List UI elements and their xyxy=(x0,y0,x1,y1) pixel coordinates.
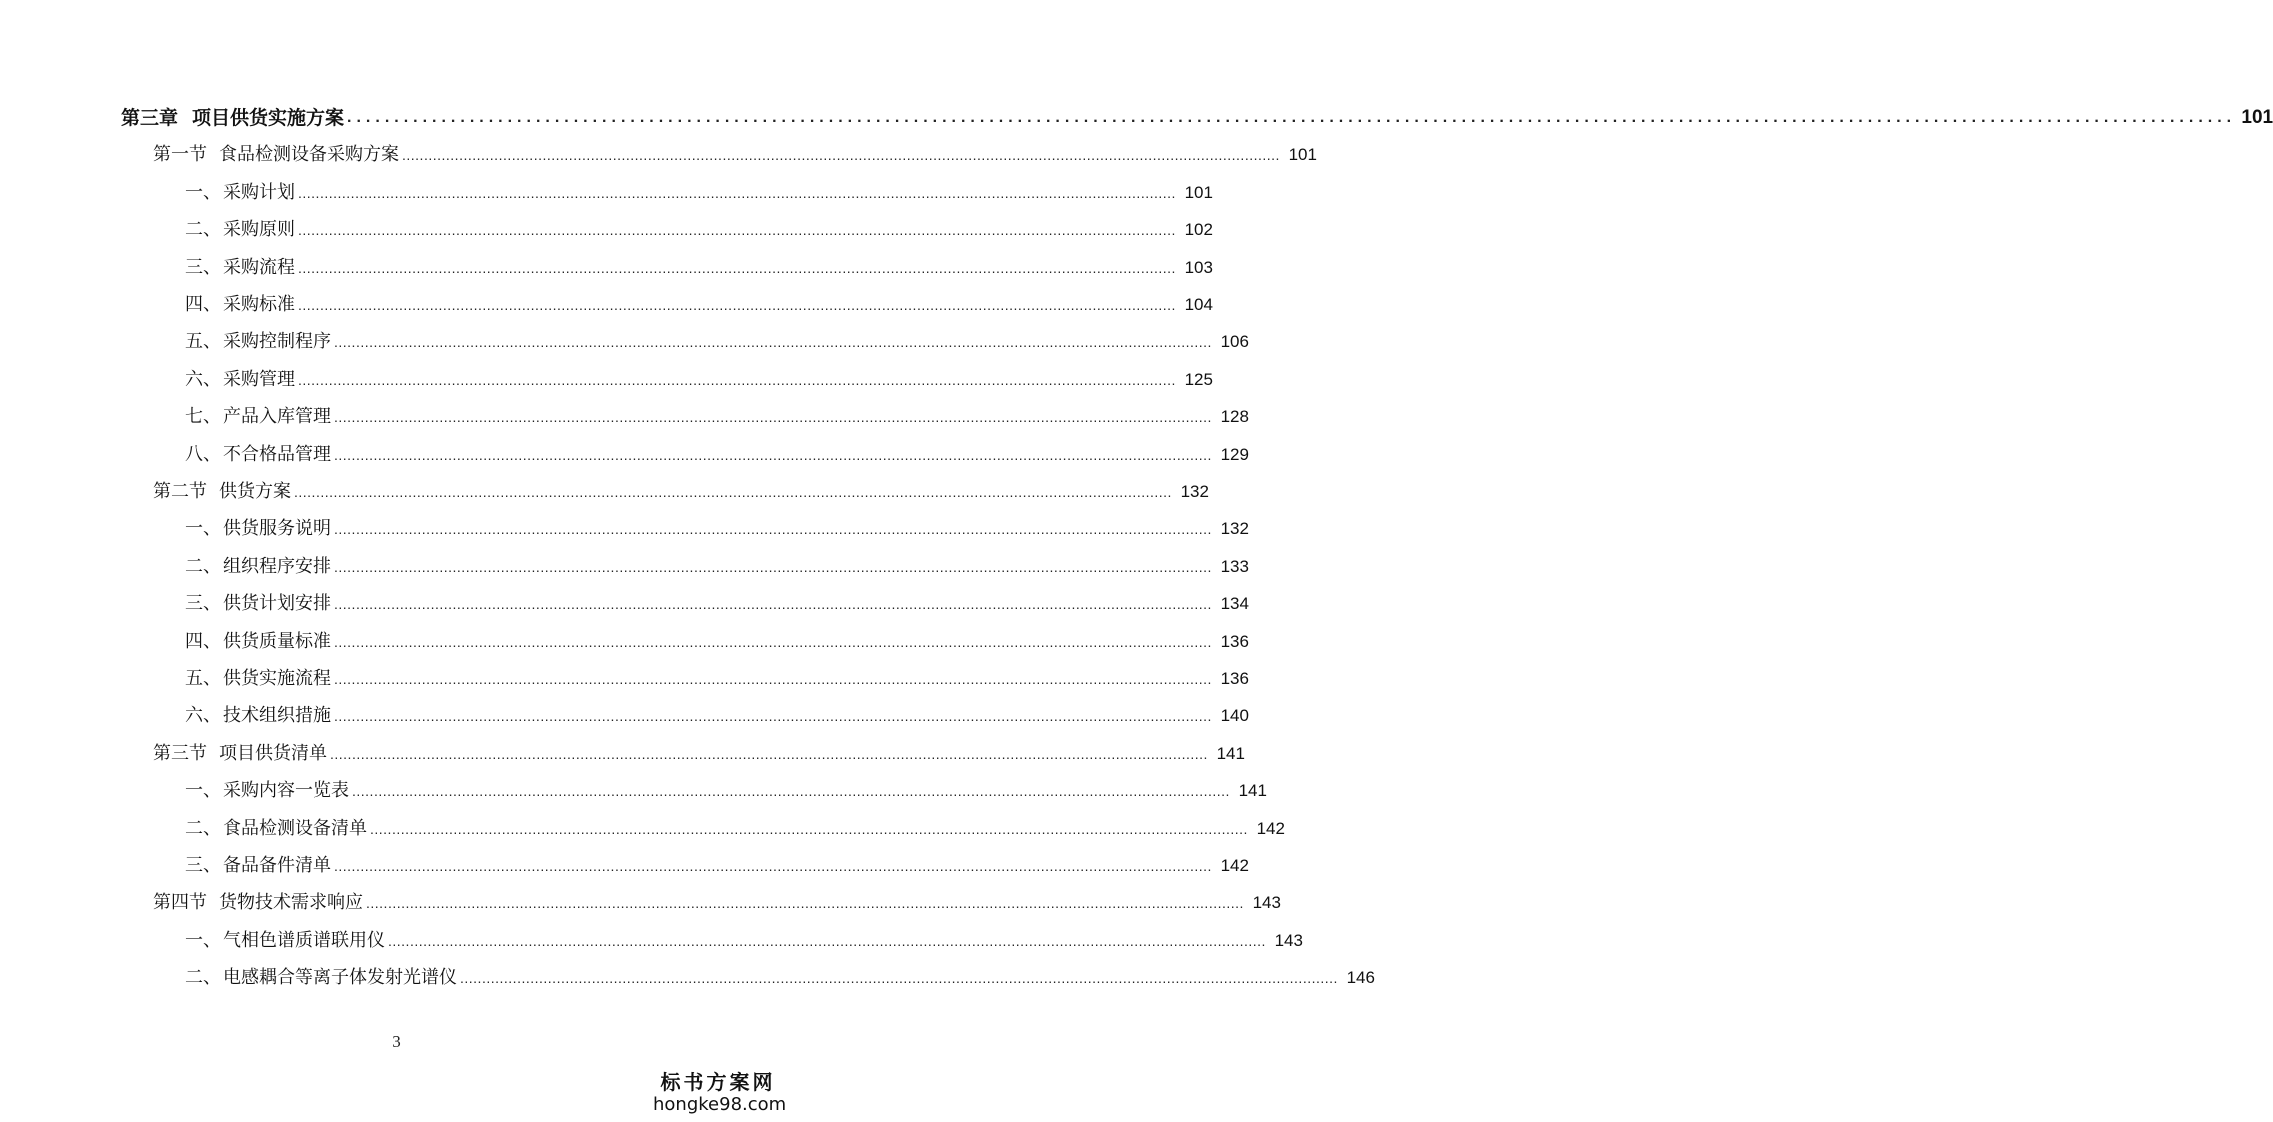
toc-dot-leader: ........................................................................................................................................................................................................ xyxy=(298,297,1176,313)
toc-dot-leader: ........................................................................................................................................................................................................ xyxy=(388,932,1266,949)
toc-entry-page: 133 xyxy=(1220,556,1249,576)
toc-entry-page: 102 xyxy=(1184,220,1213,240)
toc-subsection-entry[interactable] xyxy=(185,290,1213,316)
toc-entry-number: 一、 xyxy=(185,929,221,951)
toc-entry-number: 第一节 xyxy=(153,144,207,166)
toc-chapter-entry[interactable] xyxy=(121,103,2273,129)
toc-entry-page: 143 xyxy=(1252,893,1281,913)
toc-entry-page: 104 xyxy=(1184,295,1213,314)
toc-entry-number: 第三章 xyxy=(121,107,179,129)
toc-entry-page: 132 xyxy=(1180,482,1209,501)
toc-entry-title: 供货服务说明 xyxy=(223,518,331,540)
toc-entry-number: 六、 xyxy=(185,368,221,390)
toc-subsection-entry[interactable] xyxy=(185,589,1249,615)
toc-entry-page: 101 xyxy=(1184,182,1213,202)
toc-entry-page: 146 xyxy=(1346,968,1375,988)
toc-dot-leader: ........................................................................................................................................................................................................ xyxy=(294,484,1172,500)
toc-dot-leader: ........................................................................................................................................................................................................ xyxy=(330,745,1208,762)
toc-subsection-entry[interactable] xyxy=(185,365,1213,391)
toc-entry-page: 103 xyxy=(1184,257,1213,277)
toc-dot-leader: ........................................................................................................................................................................................................ xyxy=(370,820,1248,837)
toc-entry-page: 143 xyxy=(1274,930,1303,950)
toc-entry-title: 采购标准 xyxy=(223,294,295,315)
toc-dot-leader: ........................................................................................................................................................................................................ xyxy=(460,970,1338,987)
toc-entry-number: 三、 xyxy=(185,855,221,876)
toc-entry-number: 一、 xyxy=(185,780,221,802)
toc-section-entry[interactable] xyxy=(153,140,1317,166)
toc-entry-number: 三、 xyxy=(185,593,221,615)
toc-entry-number: 第三节 xyxy=(153,742,207,764)
toc-entry-title: 供货质量标准 xyxy=(223,630,331,652)
toc-subsection-entry[interactable] xyxy=(185,701,1249,727)
toc-entry-number: 一、 xyxy=(185,518,221,540)
toc-entry-page: 101 xyxy=(2241,107,2273,128)
watermark-url: hongke98.com xyxy=(653,1094,787,1115)
toc-subsection-entry[interactable] xyxy=(185,514,1249,540)
toc-dot-leader: ........................................................................................................................................................................................................ xyxy=(334,671,1212,687)
toc-entry-number: 四、 xyxy=(185,294,221,315)
toc-entry-title: 供货方案 xyxy=(219,481,291,502)
toc-entry-title: 气相色谱质谱联用仪 xyxy=(223,929,385,951)
toc-dot-leader: ........................................................................................................................................................................................................ xyxy=(334,409,1212,426)
toc-dot-leader: ........................................................................................................................................................................................................ xyxy=(334,708,1212,725)
toc-entry-number: 一、 xyxy=(185,181,221,203)
toc-entry-title: 项目供货实施方案 xyxy=(192,107,345,129)
toc-section-entry[interactable] xyxy=(153,477,1209,503)
toc-subsection-entry[interactable] xyxy=(185,552,1249,578)
toc-entry-number: 八、 xyxy=(185,443,221,465)
toc-dot-leader: ........................................................................................................................................................................................................ xyxy=(334,858,1212,874)
toc-entry-page: 128 xyxy=(1220,407,1249,427)
toc-entry-page: 129 xyxy=(1220,444,1249,464)
toc-entry-title: 组织程序安排 xyxy=(223,555,331,577)
toc-subsection-entry[interactable] xyxy=(185,963,1375,989)
toc-entry-page: 125 xyxy=(1184,369,1213,389)
toc-entry-number: 二、 xyxy=(185,555,221,577)
toc-subsection-entry[interactable] xyxy=(185,253,1213,279)
toc-subsection-entry[interactable] xyxy=(185,215,1213,241)
toc-entry-title: 项目供货清单 xyxy=(219,742,327,764)
toc-entry-number: 五、 xyxy=(185,668,221,689)
toc-entry-number: 四、 xyxy=(185,630,221,652)
toc-entry-title: 电感耦合等离子体发射光谱仪 xyxy=(223,967,457,989)
toc-dot-leader: ........................................................................................................................................................................................................ xyxy=(352,783,1230,800)
toc-entry-page: 142 xyxy=(1220,856,1249,875)
toc-subsection-entry[interactable] xyxy=(185,327,1249,353)
toc-dot-leader: ........................................................................................................................................................................................................ xyxy=(402,147,1280,164)
toc-entry-page: 132 xyxy=(1220,519,1249,539)
toc-dot-leader: ........................................................................................................................................................................................................ xyxy=(298,371,1176,388)
toc-entry-page: 134 xyxy=(1220,594,1249,614)
toc-entry-title: 采购流程 xyxy=(223,256,295,278)
toc-entry-title: 采购管理 xyxy=(223,368,295,390)
toc-dot-leader: ........................................................................................................................................................................................................ xyxy=(298,222,1176,239)
toc-subsection-entry[interactable] xyxy=(185,178,1213,204)
toc-entry-number: 二、 xyxy=(185,967,221,989)
toc-entry-number: 第四节 xyxy=(153,892,207,914)
toc-entry-title: 备品备件清单 xyxy=(223,855,331,876)
toc-entry-title: 采购计划 xyxy=(223,181,295,203)
toc-dot-leader: ........................................................................................................................................................................................................ xyxy=(298,184,1176,201)
toc-subsection-entry[interactable] xyxy=(185,851,1249,877)
toc-dot-leader: ........................................................................................................................................................................................................ xyxy=(334,596,1212,613)
toc-entry-title: 食品检测设备采购方案 xyxy=(219,144,399,166)
toc-subsection-entry[interactable] xyxy=(185,627,1249,653)
toc-section-entry[interactable] xyxy=(153,739,1245,765)
toc-subsection-entry[interactable] xyxy=(185,776,1267,802)
toc-entry-number: 二、 xyxy=(185,817,221,839)
toc-entry-number: 第二节 xyxy=(153,481,207,502)
page-number: 3 xyxy=(392,1032,401,1051)
toc-entry-page: 136 xyxy=(1220,631,1249,651)
toc-entry-title: 产品入库管理 xyxy=(223,406,331,428)
toc-entry-page: 141 xyxy=(1216,743,1245,763)
toc-dot-leader: ........................................................................................................................................................................................................ xyxy=(334,334,1212,351)
toc-dot-leader: ........................................................................................................................................................................................................ xyxy=(347,109,2237,126)
toc-entry-title: 供货实施流程 xyxy=(223,668,331,689)
toc-entry-title: 技术组织措施 xyxy=(223,705,331,727)
toc-subsection-entry[interactable] xyxy=(185,926,1303,952)
toc-dot-leader: ........................................................................................................................................................................................................ xyxy=(334,521,1212,538)
toc-entry-page: 106 xyxy=(1220,332,1249,352)
toc-entry-number: 三、 xyxy=(185,256,221,278)
toc-dot-leader: ........................................................................................................................................................................................................ xyxy=(334,633,1212,650)
toc-dot-leader: ........................................................................................................................................................................................................ xyxy=(334,446,1212,463)
toc-entry-number: 六、 xyxy=(185,705,221,727)
toc-entry-title: 采购原则 xyxy=(223,219,295,241)
toc-entry-number: 七、 xyxy=(185,406,221,428)
toc-entry-number: 二、 xyxy=(185,219,221,241)
toc-section-entry[interactable] xyxy=(153,888,1281,914)
site-watermark xyxy=(653,1070,787,1116)
toc-entry-title: 供货计划安排 xyxy=(223,593,331,615)
toc-subsection-entry[interactable] xyxy=(185,440,1249,466)
toc-subsection-entry[interactable] xyxy=(185,402,1249,428)
toc-subsection-entry[interactable] xyxy=(185,664,1249,690)
toc-entry-page: 141 xyxy=(1238,781,1267,801)
toc-entry-title: 食品检测设备清单 xyxy=(223,817,367,839)
watermark-name: 标书方案网 xyxy=(660,1070,776,1094)
toc-entry-page: 142 xyxy=(1256,818,1285,838)
toc-entry-page: 101 xyxy=(1288,145,1317,165)
toc-entry-title: 采购控制程序 xyxy=(223,331,331,353)
toc-dot-leader: ........................................................................................................................................................................................................ xyxy=(298,259,1176,276)
toc-subsection-entry[interactable] xyxy=(185,814,1285,840)
toc-entry-page: 140 xyxy=(1220,706,1249,726)
toc-entry-number: 五、 xyxy=(185,331,221,353)
toc-entry-title: 采购内容一览表 xyxy=(223,780,349,802)
toc-entry-page: 136 xyxy=(1220,669,1249,688)
toc-dot-leader: ........................................................................................................................................................................................................ xyxy=(366,895,1244,912)
toc-entry-title: 不合格品管理 xyxy=(223,443,331,465)
toc-dot-leader: ........................................................................................................................................................................................................ xyxy=(334,558,1212,575)
toc-entry-title: 货物技术需求响应 xyxy=(219,892,363,914)
